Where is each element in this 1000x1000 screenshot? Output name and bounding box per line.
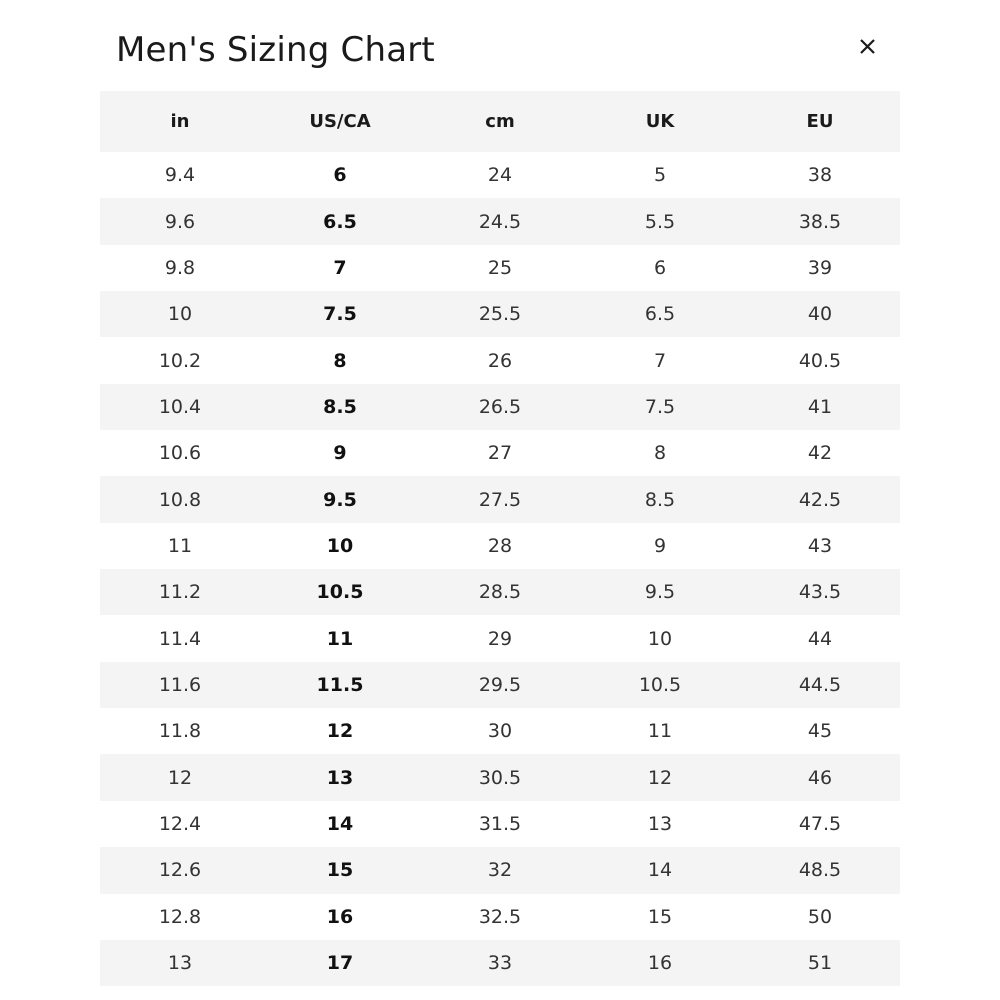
cell-uk: 9 [653,534,667,557]
cell-us-ca: 11 [326,627,354,650]
cell-us-ca: 8.5 [323,395,357,418]
cell-eu: 51 [807,952,833,975]
cell-cm: 30.5 [478,766,522,789]
cell-eu: 42.5 [798,488,842,511]
cell-eu: 38.5 [798,210,842,233]
cell-uk: 10.5 [638,673,682,696]
cell-cm: 28.5 [478,581,522,604]
header-row [100,91,900,152]
size-table [100,91,900,986]
cell-eu: 44 [807,627,833,650]
cell-us-ca: 8 [333,349,347,372]
cell-uk: 16 [647,952,673,975]
cell-us-ca: 14 [326,812,354,835]
cell-in: 11.8 [158,720,202,743]
cell-eu: 40 [807,303,833,326]
cell-cm: 28 [487,534,513,557]
cell-us-ca: 16 [326,905,354,928]
cell-eu: 38 [807,164,833,187]
cell-cm: 32 [487,859,513,882]
cell-us-ca: 12 [326,720,354,743]
cell-in: 11.6 [158,673,202,696]
cell-cm: 32.5 [478,905,522,928]
header-cm: cm [485,111,515,132]
cell-cm: 30 [487,720,513,743]
cell-in: 9.6 [164,210,196,233]
cell-uk: 5.5 [644,210,676,233]
table-row [100,569,900,615]
table-row [100,337,900,383]
cell-us-ca: 13 [326,766,354,789]
cell-cm: 26 [487,349,513,372]
cell-uk: 13 [647,812,673,835]
table-body [100,152,900,986]
cell-cm: 25 [487,256,513,279]
cell-eu: 40.5 [798,349,842,372]
cell-eu: 50 [807,905,833,928]
cell-us-ca: 6 [333,164,347,187]
cell-us-ca: 10.5 [316,581,364,604]
header-uk: UK [645,111,675,132]
cell-cm: 33 [487,952,513,975]
cell-in: 10.8 [158,488,202,511]
table-row [100,291,900,337]
cell-uk: 7.5 [644,395,676,418]
cell-cm: 29 [487,627,513,650]
cell-us-ca: 9.5 [323,488,357,511]
table-row [100,523,900,569]
cell-us-ca: 6.5 [323,210,357,233]
cell-in: 12.8 [158,905,202,928]
table-row [100,894,900,940]
cell-uk: 7 [653,349,667,372]
table-row [100,662,900,708]
cell-us-ca: 7.5 [323,303,357,326]
cell-in: 12.4 [158,812,202,835]
cell-cm: 24.5 [478,210,522,233]
table-row [100,940,900,986]
table-header [100,91,900,152]
cell-cm: 31.5 [478,812,522,835]
table-row [100,847,900,893]
cell-eu: 46 [807,766,833,789]
cell-in: 11.2 [158,581,202,604]
cell-eu: 42 [807,442,833,465]
table-row [100,708,900,754]
cell-us-ca: 11.5 [316,673,364,696]
table-row [100,430,900,476]
cell-cm: 26.5 [478,395,522,418]
cell-us-ca: 17 [326,952,354,975]
close-button[interactable] [852,30,884,62]
cell-uk: 6 [653,256,667,279]
header-us-ca: US/CA [309,111,371,132]
cell-eu: 43 [807,534,833,557]
cell-in: 10.2 [158,349,202,372]
cell-cm: 25.5 [478,303,522,326]
cell-eu: 39 [807,256,833,279]
cell-in: 11.4 [158,627,202,650]
cell-uk: 12 [647,766,673,789]
cell-in: 12.6 [158,859,202,882]
cell-in: 9.8 [164,256,196,279]
table-row [100,476,900,522]
table-row [100,245,900,291]
cell-in: 10 [167,303,193,326]
cell-us-ca: 7 [333,256,347,279]
cell-cm: 27.5 [478,488,522,511]
cell-in: 11 [167,534,193,557]
cell-in: 13 [167,952,193,975]
cell-uk: 8 [653,442,667,465]
table-row [100,198,900,244]
modal-title: Men's Sizing Chart [116,30,435,70]
cell-in: 9.4 [164,164,196,187]
cell-uk: 11 [647,720,673,743]
cell-eu: 41 [807,395,833,418]
cell-uk: 9.5 [644,581,676,604]
cell-us-ca: 10 [326,534,354,557]
header-in: in [170,111,190,132]
cell-uk: 10 [647,627,673,650]
table-row [100,152,900,198]
cell-cm: 29.5 [478,673,522,696]
table-row [100,384,900,430]
cell-eu: 47.5 [798,812,842,835]
table-row [100,754,900,800]
cell-eu: 43.5 [798,581,842,604]
cell-in: 10.6 [158,442,202,465]
cell-cm: 24 [487,164,513,187]
close-icon [852,30,884,62]
cell-uk: 8.5 [644,488,676,511]
cell-in: 10.4 [158,395,202,418]
cell-cm: 27 [487,442,513,465]
header-eu: EU [806,111,834,132]
cell-in: 12 [167,766,193,789]
cell-us-ca: 15 [326,859,354,882]
cell-us-ca: 9 [333,442,347,465]
cell-uk: 14 [647,859,673,882]
table-row [100,801,900,847]
cell-eu: 45 [807,720,833,743]
cell-uk: 6.5 [644,303,676,326]
cell-eu: 44.5 [798,673,842,696]
table-row [100,615,900,661]
cell-uk: 5 [653,164,667,187]
cell-uk: 15 [647,905,673,928]
cell-eu: 48.5 [798,859,842,882]
